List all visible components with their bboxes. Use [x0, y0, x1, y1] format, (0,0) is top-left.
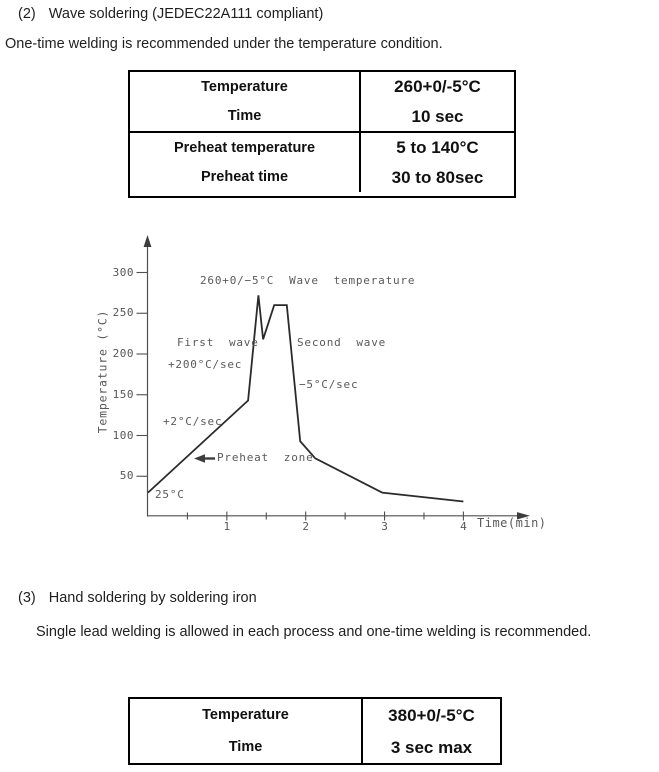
preheat-arrow-icon [194, 454, 205, 463]
y-tick-label: 300 [112, 265, 134, 279]
y-tick-label: 200 [112, 347, 134, 360]
table-value: 10 sec [411, 106, 464, 126]
table-label: Temperature [202, 707, 289, 723]
x-tick-label: 4 [460, 520, 467, 533]
temperature-profile-line [148, 295, 463, 501]
table-value: 5 to 140°C [396, 138, 479, 158]
wave-temperature-label: 260+0/−5°C Wave temperature [200, 274, 416, 287]
x-axis-title: Time(min) [477, 516, 547, 530]
y-tick-label: 50 [119, 469, 134, 483]
table-label: Time [227, 108, 262, 125]
table-label: Time [228, 739, 263, 755]
hand-soldering-table [128, 697, 502, 765]
table-value: 3 sec max [390, 737, 473, 757]
section-3-intro: Single lead welding is allowed in each process and one-time welding is recommended. [36, 624, 592, 640]
section-3-heading [18, 590, 257, 606]
x-tick-label: 1 [223, 520, 231, 533]
table-value: 380+0/-5°C [388, 705, 475, 725]
second-wave-label: Second wave [297, 336, 387, 349]
y-tick-label: 100 [112, 428, 134, 442]
section-2-number: (2) [18, 6, 36, 22]
y-axis-title: Temperature (°C) [95, 309, 110, 434]
table-label: Temperature [201, 78, 288, 95]
preheat-zone-label: Preheat zone [217, 451, 314, 464]
table-label: Preheat temperature [173, 139, 316, 156]
table-label-cell [130, 699, 363, 763]
preheat-rate-label: +2°C/sec [163, 415, 223, 428]
x-tick-label: 2 [302, 520, 309, 533]
table-value: 30 to 80sec [391, 167, 484, 187]
axis-ticks [137, 273, 464, 521]
y-tick-label: 250 [112, 306, 134, 320]
first-wave-rate-label: +200°C/sec [168, 358, 243, 371]
table-value-cell [363, 699, 500, 763]
section-2-title: Wave soldering (JEDEC22A111 compliant) [48, 6, 324, 22]
section-2-intro: One-time welding is recommended under the temperature condition. [5, 36, 443, 52]
table-value: 260+0/-5°C [394, 77, 481, 97]
table-row [130, 699, 500, 763]
x-tick-label: 3 [381, 520, 388, 533]
start-temperature-label: 25°C [155, 488, 185, 501]
first-wave-label: First wave [177, 336, 259, 349]
y-tick-label: 150 [112, 387, 134, 401]
section-3-title: Hand soldering by soldering iron [48, 590, 257, 606]
table-label: Preheat time [200, 169, 289, 186]
y-axis-arrow-icon [144, 235, 152, 247]
second-wave-rate-label: −5°C/sec [299, 378, 359, 391]
section-3-number: (3) [18, 590, 36, 606]
